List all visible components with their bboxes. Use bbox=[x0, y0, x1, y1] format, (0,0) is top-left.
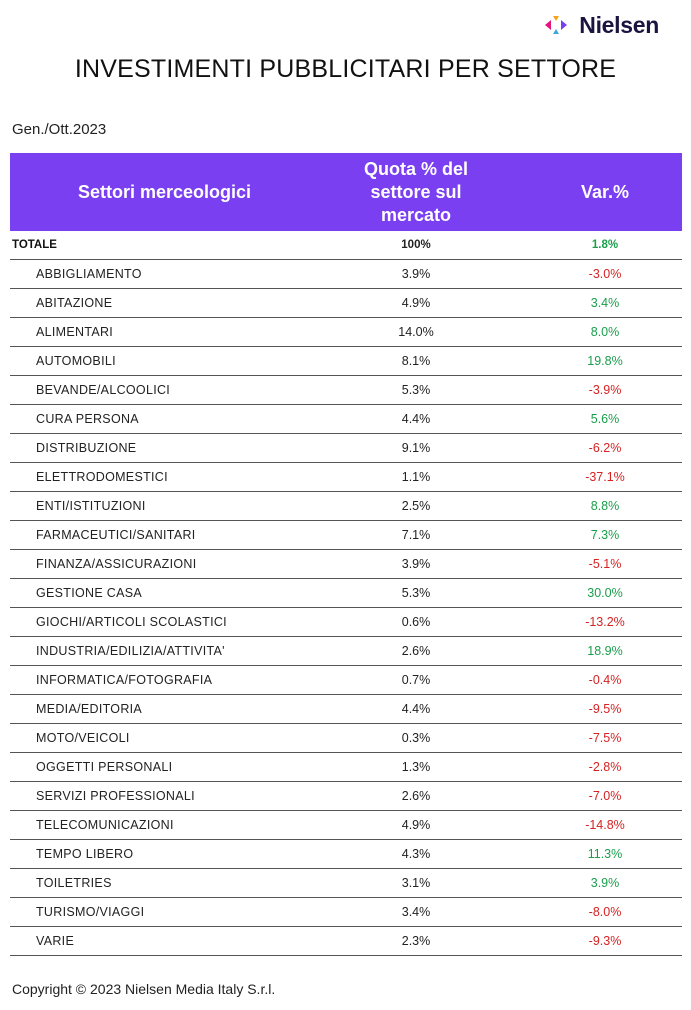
sector-variation-value: -2.8% bbox=[528, 753, 682, 782]
sector-share-value: 4.4% bbox=[304, 695, 528, 724]
sector-table bbox=[10, 153, 682, 956]
sector-variation-value: -14.8% bbox=[528, 811, 682, 840]
sector-share-value: 7.1% bbox=[304, 521, 528, 550]
sector-name: CURA PERSONA bbox=[10, 405, 304, 434]
nielsen-logo bbox=[543, 12, 659, 38]
sector-name: MEDIA/EDITORIA bbox=[10, 695, 304, 724]
sector-variation-value: -3.9% bbox=[528, 376, 682, 405]
table-header bbox=[10, 153, 682, 231]
table-row bbox=[10, 840, 682, 869]
table-row bbox=[10, 724, 682, 753]
sector-variation-value: 19.8% bbox=[528, 347, 682, 376]
sector-share-value: 1.1% bbox=[304, 463, 528, 492]
sector-share-value: 3.9% bbox=[304, 550, 528, 579]
sector-name: BEVANDE/ALCOOLICI bbox=[10, 376, 304, 405]
sector-share-value: 2.6% bbox=[304, 782, 528, 811]
table-row bbox=[10, 898, 682, 927]
sector-share-value: 3.4% bbox=[304, 898, 528, 927]
sector-name: ALIMENTARI bbox=[10, 318, 304, 347]
sector-name: INFORMATICA/FOTOGRAFIA bbox=[10, 666, 304, 695]
sector-share-value: 2.6% bbox=[304, 637, 528, 666]
table-row bbox=[10, 376, 682, 405]
sector-table-container bbox=[10, 153, 682, 956]
sector-share-value: 0.6% bbox=[304, 608, 528, 637]
sector-share-value: 2.3% bbox=[304, 927, 528, 956]
sector-variation-value: 7.3% bbox=[528, 521, 682, 550]
table-row bbox=[10, 927, 682, 956]
table-row bbox=[10, 811, 682, 840]
column-header-share-text: Quota % del settore sul mercato bbox=[363, 158, 468, 225]
logo-wordmark: Nielsen bbox=[579, 11, 659, 38]
sector-name: TOILETRIES bbox=[10, 869, 304, 898]
sector-variation-value: 3.9% bbox=[528, 869, 682, 898]
sector-name: TURISMO/VIAGGI bbox=[10, 898, 304, 927]
sector-share-value: 8.1% bbox=[304, 347, 528, 376]
sector-variation-value: -9.5% bbox=[528, 695, 682, 724]
sector-share-value: 4.9% bbox=[304, 289, 528, 318]
table-row bbox=[10, 434, 682, 463]
sector-variation-value: 8.8% bbox=[528, 492, 682, 521]
table-row bbox=[10, 695, 682, 724]
sector-share-value: 5.3% bbox=[304, 376, 528, 405]
sector-name: INDUSTRIA/EDILIZIA/ATTIVITA' bbox=[10, 637, 304, 666]
table-row bbox=[10, 753, 682, 782]
sector-variation-value: -13.2% bbox=[528, 608, 682, 637]
sector-name: ABITAZIONE bbox=[10, 289, 304, 318]
sector-share-value: 0.7% bbox=[304, 666, 528, 695]
sector-share-value: 2.5% bbox=[304, 492, 528, 521]
sector-variation-value: -7.0% bbox=[528, 782, 682, 811]
column-header-share bbox=[304, 153, 528, 231]
sector-variation-value: -3.0% bbox=[528, 260, 682, 289]
column-header-sector: Settori merceologici bbox=[10, 153, 304, 231]
table-row bbox=[10, 260, 682, 289]
total-share-value: 100% bbox=[304, 231, 528, 260]
sector-name: TEMPO LIBERO bbox=[10, 840, 304, 869]
sector-share-value: 4.4% bbox=[304, 405, 528, 434]
copyright-notice: Copyright © 2023 Nielsen Media Italy S.r.l. bbox=[12, 981, 276, 997]
sector-variation-value: 18.9% bbox=[528, 637, 682, 666]
table-body bbox=[10, 231, 682, 956]
sector-name: AUTOMOBILI bbox=[10, 347, 304, 376]
sector-variation-value: -6.2% bbox=[528, 434, 682, 463]
sector-share-value: 4.9% bbox=[304, 811, 528, 840]
sector-name: MOTO/VEICOLI bbox=[10, 724, 304, 753]
sector-share-value: 14.0% bbox=[304, 318, 528, 347]
sector-variation-value: -7.5% bbox=[528, 724, 682, 753]
table-row bbox=[10, 318, 682, 347]
sector-share-value: 1.3% bbox=[304, 753, 528, 782]
sector-variation-value: 5.6% bbox=[528, 405, 682, 434]
sector-variation-value: -0.4% bbox=[528, 666, 682, 695]
sector-variation-value: 3.4% bbox=[528, 289, 682, 318]
sector-variation-value: -37.1% bbox=[528, 463, 682, 492]
table-row bbox=[10, 608, 682, 637]
period-label: Gen./Ott.2023 bbox=[12, 121, 107, 138]
table-row bbox=[10, 463, 682, 492]
sector-name: VARIE bbox=[10, 927, 304, 956]
table-row bbox=[10, 579, 682, 608]
sector-share-value: 3.1% bbox=[304, 869, 528, 898]
total-sector-label: TOTALE bbox=[10, 231, 304, 260]
nielsen-logo-icon bbox=[543, 14, 573, 36]
sector-share-value: 0.3% bbox=[304, 724, 528, 753]
sector-share-value: 4.3% bbox=[304, 840, 528, 869]
table-row bbox=[10, 405, 682, 434]
sector-share-value: 9.1% bbox=[304, 434, 528, 463]
table-row bbox=[10, 289, 682, 318]
table-row bbox=[10, 347, 682, 376]
table-row bbox=[10, 666, 682, 695]
sector-variation-value: -9.3% bbox=[528, 927, 682, 956]
sector-share-value: 3.9% bbox=[304, 260, 528, 289]
table-row bbox=[10, 550, 682, 579]
sector-name: OGGETTI PERSONALI bbox=[10, 753, 304, 782]
sector-variation-value: -5.1% bbox=[528, 550, 682, 579]
sector-name: ABBIGLIAMENTO bbox=[10, 260, 304, 289]
table-row bbox=[10, 782, 682, 811]
sector-variation-value: 11.3% bbox=[528, 840, 682, 869]
table-row bbox=[10, 637, 682, 666]
page-title: INVESTIMENTI PUBBLICITARI PER SETTORE bbox=[74, 55, 617, 83]
sector-variation-value: 8.0% bbox=[528, 318, 682, 347]
sector-name: GESTIONE CASA bbox=[10, 579, 304, 608]
sector-variation-value: 30.0% bbox=[528, 579, 682, 608]
sector-name: FINANZA/ASSICURAZIONI bbox=[10, 550, 304, 579]
sector-name: GIOCHI/ARTICOLI SCOLASTICI bbox=[10, 608, 304, 637]
column-header-variation: Var.% bbox=[528, 153, 682, 231]
table-row bbox=[10, 869, 682, 898]
total-variation-value: 1.8% bbox=[528, 231, 682, 260]
sector-name: DISTRIBUZIONE bbox=[10, 434, 304, 463]
sector-name: FARMACEUTICI/SANITARI bbox=[10, 521, 304, 550]
sector-name: SERVIZI PROFESSIONALI bbox=[10, 782, 304, 811]
sector-name: ENTI/ISTITUZIONI bbox=[10, 492, 304, 521]
sector-variation-value: -8.0% bbox=[528, 898, 682, 927]
table-row bbox=[10, 521, 682, 550]
table-row bbox=[10, 492, 682, 521]
table-row-total bbox=[10, 231, 682, 260]
sector-share-value: 5.3% bbox=[304, 579, 528, 608]
sector-name: TELECOMUNICAZIONI bbox=[10, 811, 304, 840]
sector-name: ELETTRODOMESTICI bbox=[10, 463, 304, 492]
